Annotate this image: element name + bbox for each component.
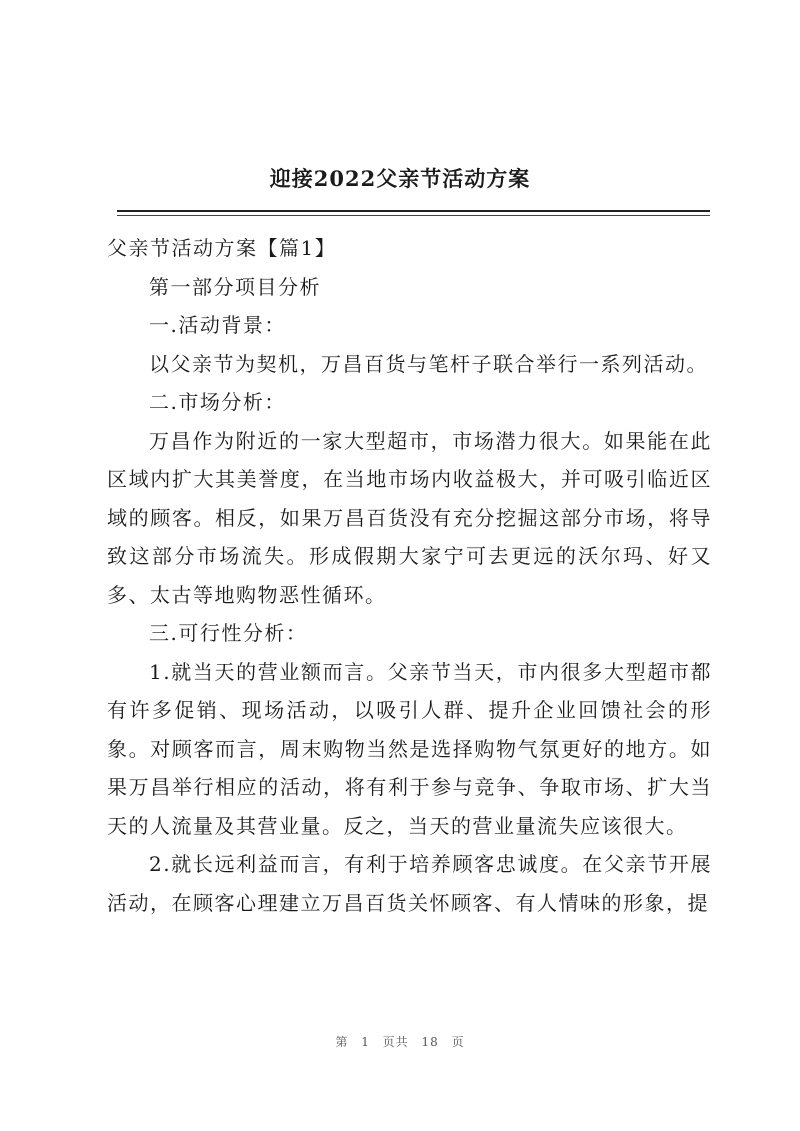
document-title: 迎接2022父亲节活动方案 [269, 166, 531, 191]
body-paragraph: 1.就当天的营业额而言。父亲节当天，市内很多大型超市都有许多促销、现场活动，以吸引人群、提升企业回馈社会的形象。对顾客而言，周末购物当然是选择购物气氛更好的地方。如果万昌举行相应的活动，将有利于参与竞争、争取市场、扩大当天的人流量及其营业量。反之，当天的营业量流失应该很大。 [107, 659, 712, 838]
section-heading: 父亲节活动方案【篇1】 [107, 236, 337, 260]
subsection-heading: 三.可行性分析： [149, 621, 308, 645]
part-heading: 第一部分项目分析 [149, 274, 321, 299]
document-body [107, 229, 712, 922]
subsection-heading: 二.市场分析： [149, 390, 286, 414]
title-rule-thin [117, 215, 710, 216]
body-paragraph: 2.就长远利益而言，有利于培养顾客忠诚度。在父亲节开展活动，在顾客心理建立万昌百货关怀顾客、有人情味的形象，提 [107, 852, 712, 915]
body-paragraph: 万昌作为附近的一家大型超市，市场潜力很大。如果能在此区域内扩大其美誉度，在当地市场内收益极大，并可吸引临近区域的顾客。相反，如果万昌百货没有充分挖掘这部分市场，将导致这部分市场流失。形成假期大家宁可去更远的沃尔玛、好又多、太古等地购物恶性循环。 [107, 428, 712, 607]
subsection-heading: 一.活动背景： [149, 313, 286, 337]
page-number-footer: 第 1 页共 18 页 [335, 1035, 465, 1049]
body-paragraph: 以父亲节为契机，万昌百货与笔杆子联合举行一系列活动。 [149, 351, 708, 376]
title-rule-thick [117, 210, 710, 212]
